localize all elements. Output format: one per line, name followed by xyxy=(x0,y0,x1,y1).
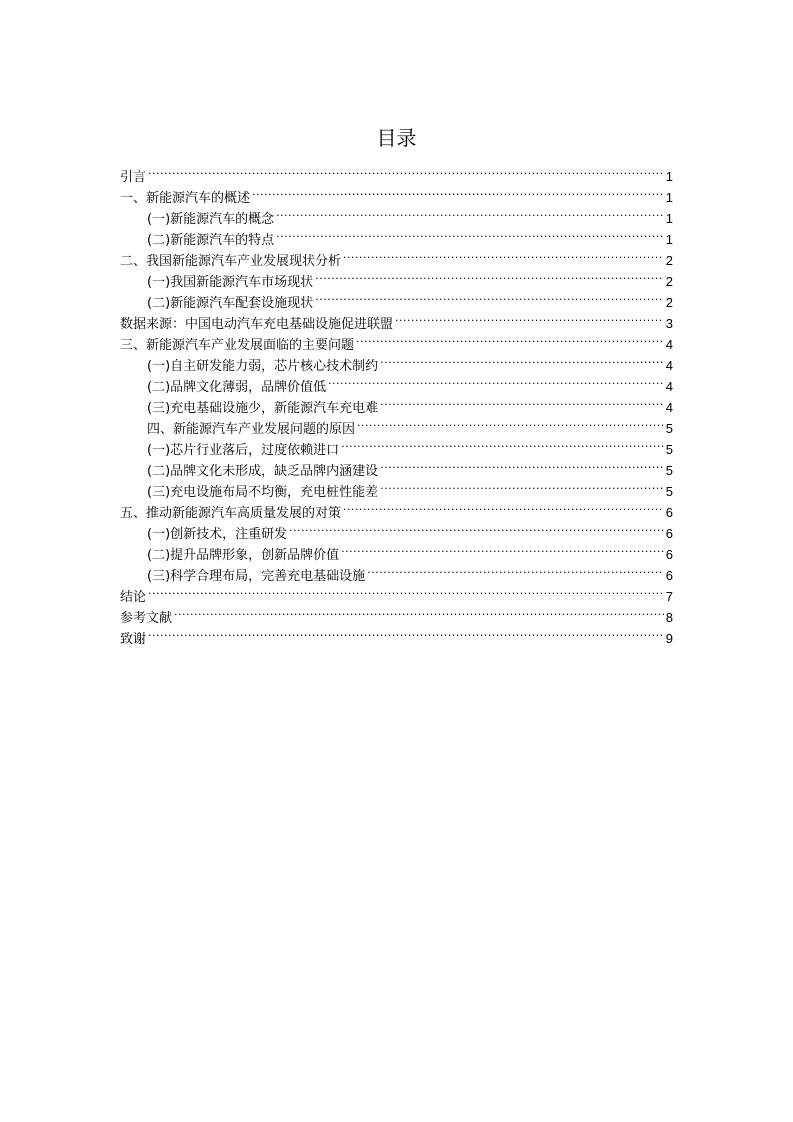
toc-dot-leader xyxy=(395,307,664,328)
toc-entry-label: (三)科学合理布局，完善充电基础设施 xyxy=(147,569,366,584)
toc-entry[interactable] xyxy=(120,580,673,605)
toc-page-number: 5 xyxy=(665,421,673,436)
toc-dot-leader xyxy=(276,202,664,223)
toc-entry-label: (二)新能源汽车配套设施现状 xyxy=(147,296,314,311)
toc-entry-label: 一、新能源汽车的概述 xyxy=(120,191,251,206)
toc-page-number: 1 xyxy=(665,232,673,247)
toc-page-number: 2 xyxy=(665,274,673,289)
toc-dot-leader xyxy=(252,181,664,202)
toc-dot-leader xyxy=(380,349,664,370)
toc-dot-leader xyxy=(341,538,664,559)
toc-entry-label: (二)品牌文化薄弱，品牌价值低 xyxy=(147,380,327,395)
toc-dot-leader xyxy=(357,412,664,433)
toc-dot-leader xyxy=(343,244,664,265)
toc-dot-leader xyxy=(356,328,664,349)
toc-dot-leader xyxy=(343,496,664,517)
toc-entry-label: 四、新能源汽车产业发展问题的原因 xyxy=(147,422,356,437)
toc-entry[interactable] xyxy=(120,181,673,206)
toc-page-number: 6 xyxy=(665,568,673,583)
toc-dot-leader xyxy=(380,391,664,412)
toc-entry-label: (一)我国新能源汽车市场现状 xyxy=(147,275,314,290)
toc-entry-label: 五、推动新能源汽车高质量发展的对策 xyxy=(120,506,342,521)
page-title: 目录 xyxy=(376,126,417,150)
toc-entry-label: (三)充电设施布局不均衡，充电桩性能差 xyxy=(147,485,379,500)
toc-entry-label: 参考文献 xyxy=(120,611,173,626)
toc-dot-leader xyxy=(174,601,664,622)
toc-page-number: 6 xyxy=(665,526,673,541)
toc-entry-label: (一)新能源汽车的概念 xyxy=(147,212,275,227)
toc-dot-leader xyxy=(276,223,664,244)
toc-page-number: 5 xyxy=(665,442,673,457)
toc-entry-label: (一)创新技术，注重研发 xyxy=(147,527,288,542)
toc-entry-label: 引言 xyxy=(120,170,147,185)
toc-entry-label: 结论 xyxy=(120,590,147,605)
toc-page-number: 9 xyxy=(665,631,673,646)
toc-page-number: 1 xyxy=(665,169,673,184)
toc-entry-label: 致谢 xyxy=(120,632,147,647)
toc-page-number: 6 xyxy=(665,505,673,520)
toc-entry-label: (一)自主研发能力弱，芯片核心技术制约 xyxy=(147,359,379,374)
toc-dot-leader xyxy=(289,517,664,538)
toc-entry-label: (二)提升品牌形象，创新品牌价值 xyxy=(147,548,340,563)
toc-page-number: 5 xyxy=(665,463,673,478)
toc-dot-leader xyxy=(148,160,664,181)
toc-entry-label: 数据来源：中国电动汽车充电基础设施促进联盟 xyxy=(120,317,394,332)
toc-dot-leader xyxy=(367,559,664,580)
toc-page-number: 3 xyxy=(665,316,673,331)
toc-page-number: 8 xyxy=(665,610,673,625)
toc-dot-leader xyxy=(341,433,664,454)
toc-dot-leader xyxy=(148,580,664,601)
table-of-contents xyxy=(120,160,673,647)
toc-dot-leader xyxy=(328,370,664,391)
toc-page-number: 7 xyxy=(665,589,673,604)
toc-page-number: 2 xyxy=(665,295,673,310)
toc-entry-label: (二)品牌文化未形成，缺乏品牌内涵建设 xyxy=(147,464,379,479)
toc-entry-label: (三)充电基础设施少，新能源汽车充电难 xyxy=(147,401,379,416)
toc-entry[interactable] xyxy=(120,622,673,647)
toc-entry[interactable] xyxy=(120,160,673,185)
toc-page-number: 5 xyxy=(665,484,673,499)
toc-dot-leader xyxy=(380,454,664,475)
toc-page-number: 4 xyxy=(665,358,673,373)
toc-page-number: 2 xyxy=(665,253,673,268)
toc-page-number: 4 xyxy=(665,400,673,415)
toc-page-number: 1 xyxy=(665,190,673,205)
toc-entry-label: (二)新能源汽车的特点 xyxy=(147,233,275,248)
toc-entry-label: 二、我国新能源汽车产业发展现状分析 xyxy=(120,254,342,269)
toc-entry[interactable] xyxy=(120,601,673,626)
toc-dot-leader xyxy=(380,475,664,496)
toc-dot-leader xyxy=(148,622,664,643)
toc-page-number: 6 xyxy=(665,547,673,562)
toc-dot-leader xyxy=(315,286,664,307)
toc-dot-leader xyxy=(315,265,664,286)
toc-entry-label: (一)芯片行业落后，过度依赖进口 xyxy=(147,443,340,458)
toc-entry-label: 三、新能源汽车产业发展面临的主要问题 xyxy=(120,338,355,353)
toc-page-number: 1 xyxy=(665,211,673,226)
toc-page-number: 4 xyxy=(665,337,673,352)
toc-page-number: 4 xyxy=(665,379,673,394)
